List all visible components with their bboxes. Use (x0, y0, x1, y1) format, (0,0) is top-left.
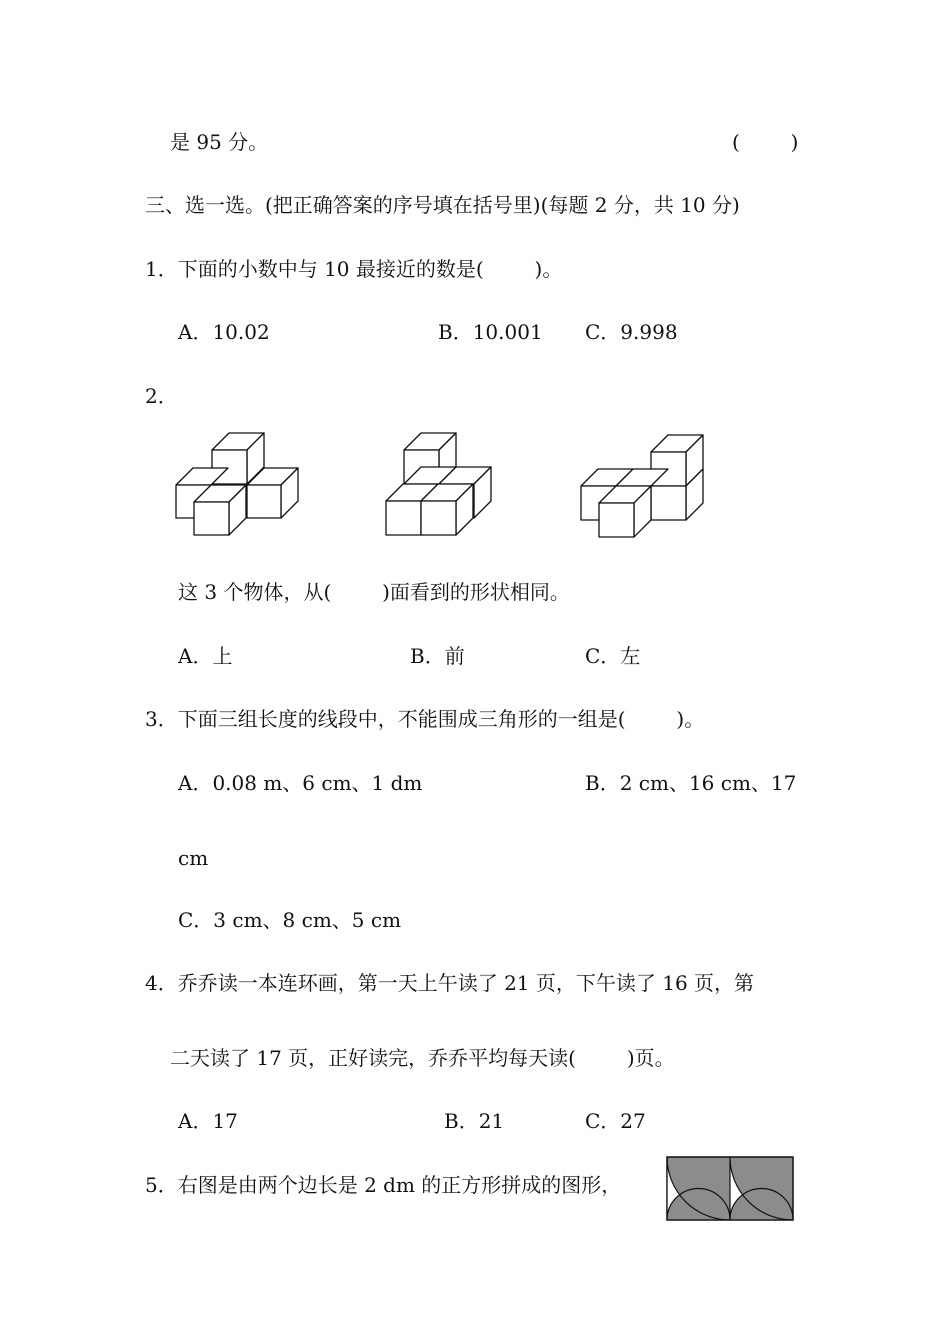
q3-option-b[interactable]: B．2 cm、16 cm、17 (585, 771, 797, 795)
cube-stack-figure-3 (575, 425, 710, 545)
q4-option-a[interactable]: A．17 (178, 1109, 238, 1133)
section-heading: 三、选一选。(把正确答案的序号填在括号里)(每题 2 分，共 10 分) (145, 193, 740, 217)
cube-stack-figure-2 (380, 425, 500, 540)
q4-stem-line1: 4．乔乔读一本连环画，第一天上午读了 21 页，下午读了 16 页，第 (145, 971, 755, 995)
q2-option-b[interactable]: B．前 (410, 644, 465, 668)
q2-stem: 这 3 个物体，从( )面看到的形状相同。 (178, 580, 570, 604)
q1-option-a[interactable]: A．10.02 (178, 320, 270, 344)
q4-stem-line2: 二天读了 17 页，正好读完，乔乔平均每天读( )页。 (170, 1046, 675, 1070)
q2-option-c[interactable]: C．左 (585, 644, 641, 668)
q3-option-c[interactable]: C．3 cm、8 cm、5 cm (178, 908, 402, 932)
q3-option-a[interactable]: A．0.08 m、6 cm、1 dm (178, 771, 423, 795)
q1-option-c[interactable]: C．9.998 (585, 320, 678, 344)
answer-paren[interactable]: ( ) (732, 130, 799, 154)
q2-number: 2． (145, 384, 178, 408)
two-squares-arc-figure (666, 1156, 796, 1224)
q3-option-b-wrap: cm (178, 846, 209, 870)
cube-stack-figure-1 (170, 425, 310, 545)
q4-option-b[interactable]: B．21 (444, 1109, 505, 1133)
prev-question-continuation: 是 95 分。 (170, 130, 269, 154)
q2-option-a[interactable]: A．上 (178, 644, 233, 668)
q1-stem: 1．下面的小数中与 10 最接近的数是( )。 (145, 257, 563, 281)
q3-stem: 3．下面三组长度的线段中，不能围成三角形的一组是( )。 (145, 707, 705, 731)
q1-option-b[interactable]: B．10.001 (438, 320, 543, 344)
q4-option-c[interactable]: C．27 (585, 1109, 646, 1133)
q5-stem: 5．右图是由两个边长是 2 dm 的正方形拼成的图形， (145, 1173, 622, 1197)
